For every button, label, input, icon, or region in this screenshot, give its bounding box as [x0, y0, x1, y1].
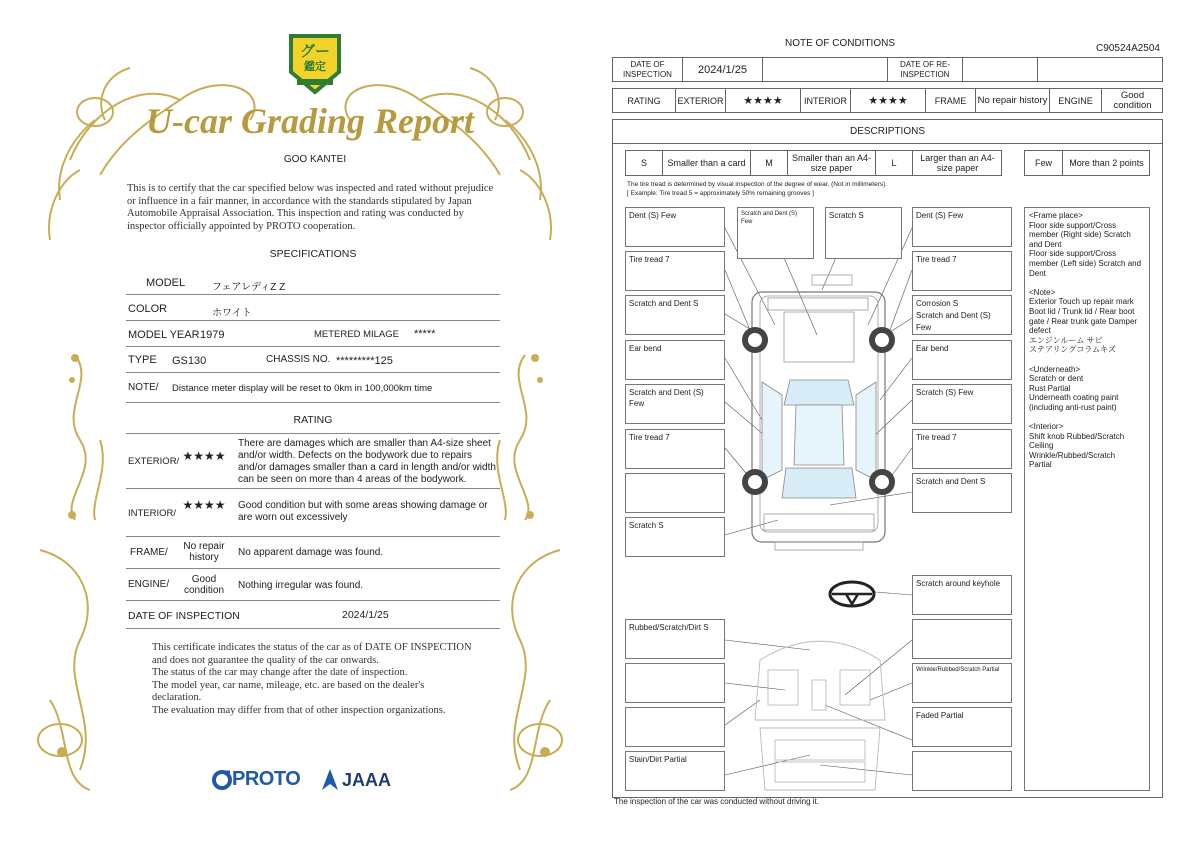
report-title: U-car Grading Report [145, 101, 474, 141]
comment-box [912, 619, 1012, 659]
interior-stars: ★★★★ [851, 89, 926, 112]
report-code: C90524A2504 [1096, 43, 1160, 54]
spec-row-model [126, 270, 500, 295]
doi-label: DATE OF INSPECTION [613, 58, 683, 81]
comment-box: Scratch S [825, 207, 902, 259]
exterior-stars: ★★★★ [182, 449, 226, 463]
exterior-label: EXTERIOR/ [128, 456, 180, 467]
exterior-label: EXTERIOR [676, 89, 726, 112]
engine-value: Good condition [1113, 89, 1152, 111]
frame-desc: No apparent damage was found. [238, 547, 384, 558]
doi-value: 2024/1/25 [342, 609, 389, 621]
doi-value: 2024/1/25 [683, 58, 763, 81]
rating-row-engine [126, 570, 500, 601]
jaaa-icon [320, 768, 340, 792]
interior-stars: ★★★★ [182, 498, 226, 512]
interior-label: INTERIOR [801, 89, 851, 112]
legend-few: Few [1025, 151, 1063, 175]
type-label: TYPE [128, 354, 157, 366]
rating-heading: RATING [293, 414, 333, 426]
comment-box [912, 751, 1012, 791]
comment-box: Scratch and Dent (S) Few [625, 384, 725, 424]
spec-row-year [126, 322, 500, 347]
tire-note-line-1: The tire tread is determined by visual inspection of the degree of wear. (Not in millimeters). [627, 181, 888, 188]
comment-box: Wrinkle/Rubbed/Scratch Partial [912, 663, 1012, 703]
engine-value: Good condition [183, 574, 225, 596]
badge-text: グー [299, 43, 330, 60]
comment-box: Corrosion S Scratch and Dent (S) Few [912, 295, 1012, 335]
comment-box: Tire tread 7 [912, 251, 1012, 291]
jaaa-logo-text: JAAA [342, 769, 392, 790]
type-value: GS130 [172, 355, 207, 367]
interior-label: INTERIOR/ [128, 508, 177, 519]
goo-kantei-badge [287, 32, 343, 96]
note-of-conditions [600, 0, 1200, 848]
comment-box: Faded Partial [912, 707, 1012, 747]
year-value: 1979 [200, 329, 225, 341]
comment-box: Rubbed/Scratch/Dirt S [625, 619, 725, 659]
inspection-footer: The inspection of the car was conducted without driving it. [614, 797, 819, 806]
proto-logo [212, 768, 300, 791]
color-value: ホワイト [212, 308, 252, 319]
frame-label: FRAME [926, 89, 976, 112]
comment-box: Dent (S) Few [625, 207, 725, 247]
model-value: フェアレディZ Z [212, 282, 286, 293]
legend-few-desc: More than 2 points [1069, 158, 1144, 168]
proto-logo-text: PROTO [232, 768, 301, 790]
comment-box: Ear bend [625, 340, 725, 380]
badge-subtext: 鑑定 [304, 61, 326, 73]
comment-box: Stain/Dirt Partial [625, 751, 725, 791]
proto-icon [212, 769, 232, 791]
comment-box: Ear bend [912, 340, 1012, 380]
comment-box: Scratch and Dent S [625, 295, 725, 335]
note-label: NOTE/ [128, 382, 159, 393]
comment-box [625, 473, 725, 513]
comment-box: Scratch (S) Few [912, 384, 1012, 424]
note-title: NOTE OF CONDITIONS [785, 38, 895, 49]
comment-box: Tire tread 7 [625, 429, 725, 469]
exterior-desc: There are damages which are smaller than A4-size sheet and/or width. Defects on the bodywork due to repairs and/or damages smaller than a card in length and/or width can be seen on more than 4 areas of the bodywork. [238, 438, 496, 485]
spec-row-note [126, 374, 500, 403]
chassis-value: *********125 [336, 355, 393, 367]
spec-heading: SPECIFICATIONS [269, 248, 357, 260]
descriptions-heading: DESCRIPTIONS [612, 119, 1163, 144]
note-value: Distance meter display will be reset to 0km in 100,000km time [172, 383, 433, 394]
frame-label: FRAME/ [130, 547, 168, 558]
footer-disclaimer: This certificate indicates the status of the car as of DATE OF INSPECTION and does not guarantee the quality of the car onwards. The status of the car may change after the date of inspection. The model year, car name, mileage, etc. are based on the dealer's declaration. The evaluation may differ from that of other inspection organizations. [152, 642, 472, 716]
divider [126, 433, 500, 434]
legend-m: M [751, 151, 788, 175]
mileage-label: METERED MILAGE [314, 329, 399, 340]
jaaa-logo [320, 768, 391, 792]
notes-panel: <Frame place> Floor side support/Cross member (Right side) Scratch and Dent Floor side support/Cross member (Left side) Scratch and Dent <Note> Exterior Touch up repair mark Boot lid / Trunk lid / Rear boot gate / Rear trunk gate Damper defect エンジンルーム サビ ステアリングコラムキズ <Underneath> Scratch or dent Rust Partial Underneath coating paint (including anti-rust paint) <Interior> Shift knob Rubbed/Scratch Ceiling Wrinkle/Rubbed/Scratch Partial [1024, 207, 1150, 791]
doi-label: DATE OF INSPECTION [128, 610, 240, 622]
comment-box: Scratch around keyhole [912, 575, 1012, 615]
comment-box: Scratch S [625, 517, 725, 557]
legend-l-desc: Larger than an A4-size paper [920, 153, 995, 173]
comment-box [625, 663, 725, 703]
comment-box [625, 707, 725, 747]
comment-box: Scratch and Dent S [912, 473, 1012, 513]
rating-row-frame [126, 538, 500, 569]
engine-desc: Nothing irregular was found. [238, 580, 364, 591]
color-label: COLOR [128, 303, 168, 315]
legend-l: L [876, 151, 913, 175]
certify-text: This is to certify that the car specified below was inspected and rated without prejudice or influence in a fair manner, in accordance with the standards stipulated by Japan Automobile Appraisal Association. This inspection and rating was conducted by inspector officially appointed by PROTO cooperation. [127, 183, 494, 232]
tire-note-line-2: [ Example: Tire tread 5 = approximately 50% remaining grooves ] [627, 190, 814, 197]
frame-value: No repair history [183, 541, 225, 563]
rating-label: RATING [613, 89, 676, 112]
year-label: MODEL YEAR [128, 329, 200, 341]
model-label: MODEL [146, 277, 186, 289]
rating-row-exterior [126, 436, 500, 489]
report-subtitle: GOO KANTEI [283, 154, 347, 165]
rating-row-doi [126, 602, 500, 629]
comment-box: Scratch and Dent (S) Few [737, 207, 814, 259]
exterior-stars: ★★★★ [726, 89, 801, 112]
engine-label: ENGINE [1050, 89, 1102, 112]
reinspection-label: DATE OF RE-INSPECTION [888, 58, 963, 81]
comment-box: Dent (S) Few [912, 207, 1012, 247]
legend-s: S [626, 151, 663, 175]
chassis-label: CHASSIS NO. [266, 354, 331, 365]
engine-label: ENGINE/ [128, 579, 170, 590]
spec-row-color [126, 296, 500, 321]
interior-desc: Good condition but with some areas showing damage or are worn out excessively [238, 500, 488, 523]
comment-box: Tire tread 7 [912, 429, 1012, 469]
legend-m-desc: Smaller than an A4-size paper [788, 151, 876, 175]
legend-s-desc: Smaller than a card [663, 151, 751, 175]
spec-row-type [126, 348, 500, 373]
frame-value: No repair history [976, 89, 1050, 112]
comment-box: Tire tread 7 [625, 251, 725, 291]
mileage-value: ***** [414, 328, 436, 340]
rating-row-interior [126, 490, 500, 537]
